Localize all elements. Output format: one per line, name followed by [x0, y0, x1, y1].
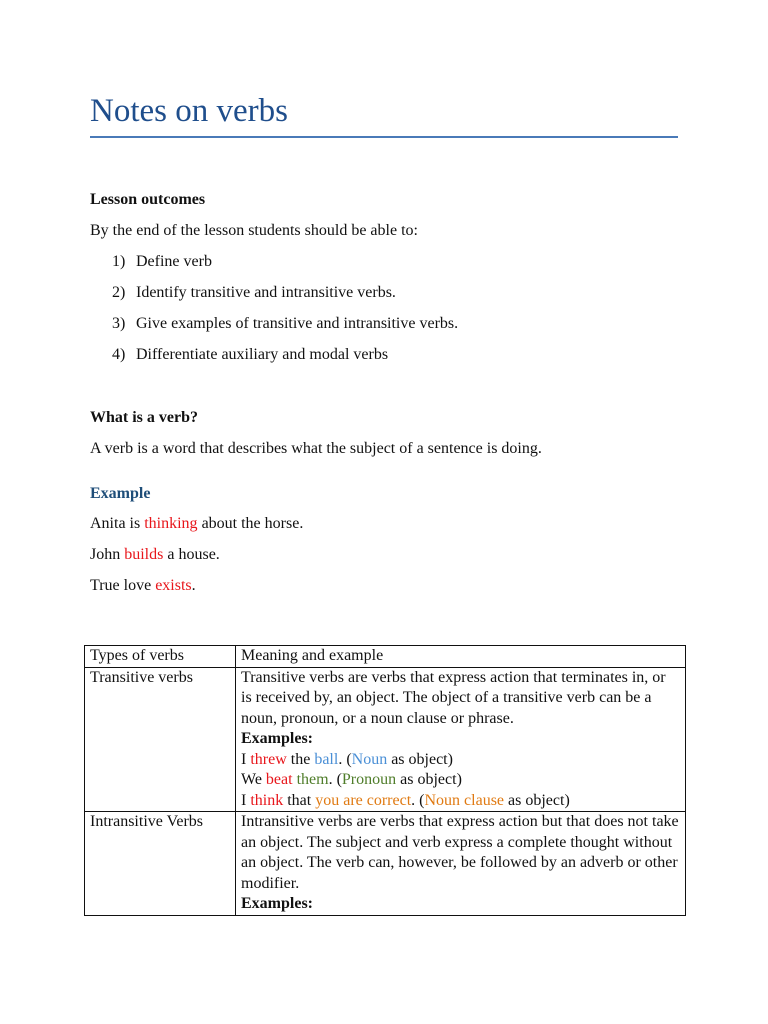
- sentence-text: about the horse.: [197, 515, 304, 532]
- outcome-text: Give examples of transitive and intransitive verbs.: [136, 315, 459, 332]
- object-highlight: you are correct: [315, 791, 412, 809]
- example-text: as object): [387, 750, 453, 768]
- example-sentence: [90, 577, 196, 595]
- outcome-text: Identify transitive and intransitive verbs.: [136, 284, 396, 301]
- outcome-item: [112, 253, 212, 271]
- example-text: . (: [338, 750, 352, 768]
- outcome-text: Differentiate auxiliary and modal verbs: [136, 346, 389, 363]
- outcome-text: Define verb: [136, 253, 212, 270]
- table-row: [85, 812, 686, 916]
- outcome-item: [112, 315, 458, 333]
- examples-label: Examples:: [241, 895, 313, 912]
- verb-highlight: builds: [124, 546, 164, 563]
- meaning-text: Intransitive verbs are verbs that express action but that does not take an object. The subject and verb express a complete thought without an object. The verb can, however, be followed by an adverb or other modifier.: [241, 813, 679, 892]
- outcome-item: [112, 284, 396, 302]
- example-text: I: [241, 750, 251, 768]
- verb-highlight: beat: [265, 771, 293, 788]
- outcome-item: [112, 346, 388, 364]
- verb-highlight: threw: [250, 750, 287, 768]
- verb-highlight: exists: [155, 577, 192, 594]
- outcomes-intro: By the end of the lesson students should be able to:: [90, 222, 418, 239]
- object-kind: Pronoun: [341, 771, 397, 788]
- table-row: [85, 667, 686, 812]
- meaning-cell: [236, 667, 686, 812]
- sentence-text: True love: [90, 577, 156, 594]
- example-line: [241, 750, 680, 771]
- table-header-cell: Types of verbs: [85, 646, 236, 668]
- example-text: as object): [504, 791, 570, 809]
- sentence-text: a house.: [163, 546, 220, 563]
- example-sentence: [90, 546, 220, 564]
- example-text: the: [286, 750, 315, 768]
- example-text: that: [283, 791, 316, 809]
- verb-types-table: [84, 645, 686, 916]
- page-title: Notes on verbs: [90, 93, 288, 129]
- verb-type-cell: Intransitive Verbs: [85, 812, 236, 916]
- example-line: [241, 791, 680, 812]
- table-header-cell: Meaning and example: [236, 646, 686, 668]
- outcome-number: 4): [112, 346, 126, 363]
- example-text: as object): [396, 771, 462, 788]
- example-text: . (: [328, 771, 342, 788]
- title-underline: [90, 136, 678, 138]
- example-heading: Example: [90, 485, 151, 502]
- examples-label: Examples:: [241, 730, 313, 747]
- verb-highlight: thinking: [144, 515, 198, 532]
- object-highlight: them: [296, 771, 329, 788]
- table-header-row: [85, 646, 686, 668]
- example-line: [241, 770, 680, 791]
- definition-heading: What is a verb?: [90, 409, 198, 426]
- definition-text: A verb is a word that describes what the subject of a sentence is doing.: [90, 440, 542, 457]
- outcome-number: 3): [112, 315, 126, 332]
- object-kind: Noun: [351, 750, 388, 768]
- example-text: We: [241, 771, 266, 788]
- meaning-cell: [236, 812, 686, 916]
- object-kind: Noun clause: [424, 791, 505, 809]
- verb-highlight: think: [250, 791, 284, 809]
- verb-type-cell: Transitive verbs: [85, 667, 236, 812]
- sentence-text: .: [191, 577, 196, 594]
- example-sentence: [90, 515, 303, 533]
- example-text: . (: [411, 791, 425, 809]
- example-text: I: [241, 791, 251, 809]
- meaning-text: Transitive verbs are verbs that express action that terminates in, or is received by, an object. The object of a transitive verb can be a noun, pronoun, or a noun clause or phrase.: [241, 668, 666, 727]
- object-highlight: ball: [314, 750, 339, 768]
- outcome-number: 1): [112, 253, 126, 270]
- outcomes-heading: Lesson outcomes: [90, 191, 206, 208]
- sentence-text: Anita is: [90, 515, 145, 532]
- sentence-text: John: [90, 546, 125, 563]
- outcome-number: 2): [112, 284, 126, 301]
